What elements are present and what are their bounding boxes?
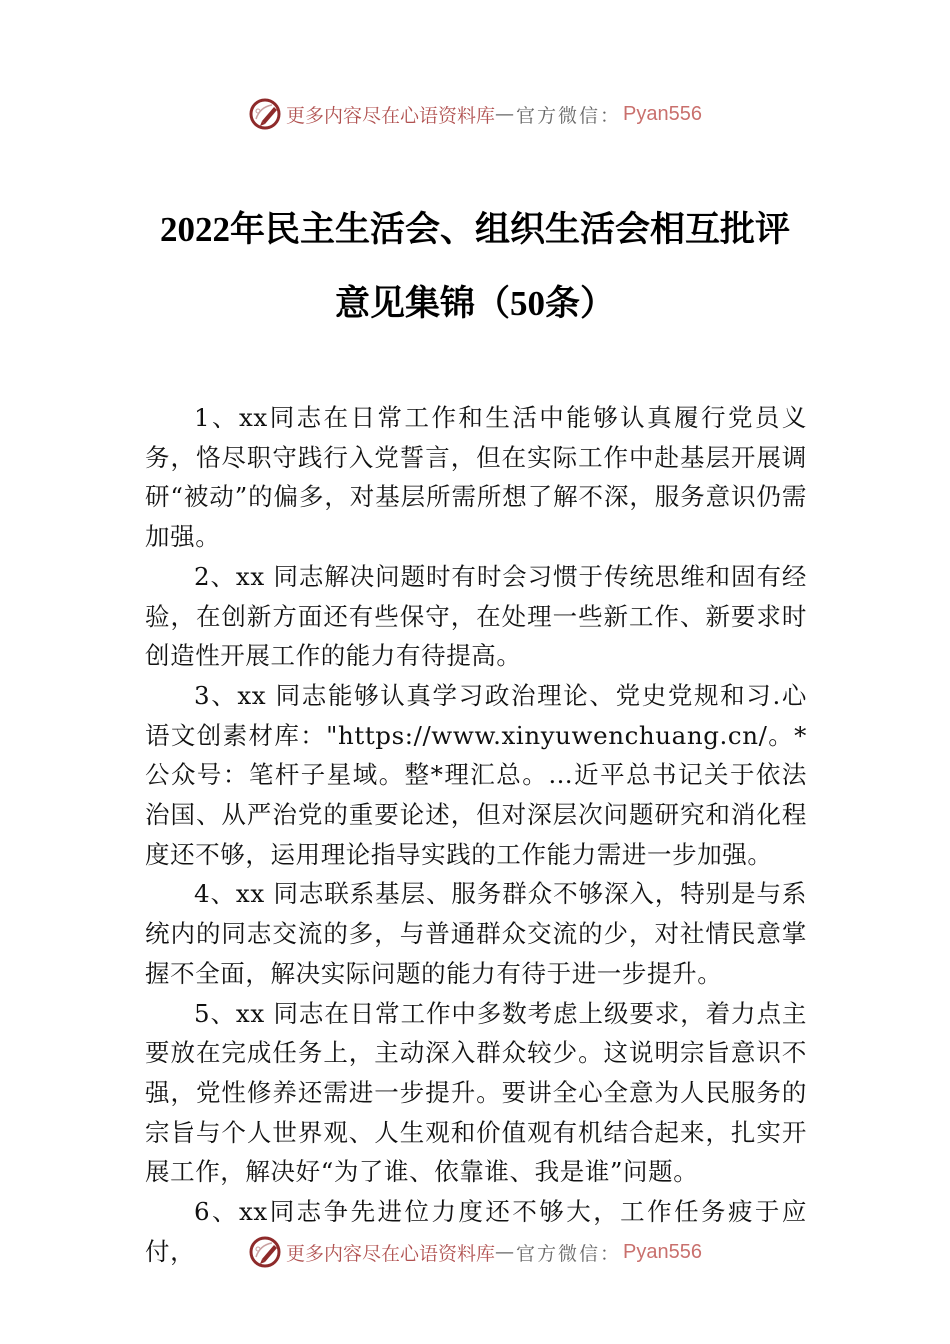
watermark-source-text: 更多内容尽在心语资料库 [286, 1242, 496, 1265]
header-watermark [0, 94, 950, 134]
paragraph-4: 4、xx 同志联系基层、服务群众不够深入，特别是与系统内的同志交流的多，与普通群众交流的少，对社情民意掌握不全面，解决实际问题的能力有待于进一步提升。 [145, 879, 807, 988]
paragraph-1: 1、xx同志在日常工作和生活中能够认真履行党员义务，恪尽职守践行入党誓言，但在实际工作中赴基层开展调研“被动”的偏多，对基层所需所想了解不深，服务意识仍需加强。 [145, 403, 807, 552]
watermark-source-text: 更多内容尽在心语资料库 [286, 104, 496, 127]
pen-nib-logo-icon [248, 97, 282, 131]
watermark-separator: — [495, 103, 517, 125]
watermark-separator: — [495, 1241, 517, 1263]
paragraph-5: 5、xx 同志在日常工作中多数考虑上级要求，着力点主要放在完成任务上，主动深入群众较少。这说明宗旨意识不强，党性修养还需进一步提升。要讲全心全意为人民服务的宗旨与个人世界观、人生观和价值观有机结合起来，扎实开展工作，解决好“为了谁、依靠谁、我是谁”问题。 [145, 998, 807, 1187]
paragraph-3: 3、xx 同志能够认真学习政治理论、党史党规和习.心语文创素材库："https://www.xinyuwenchuang.cn/。*公众号：笔杆子星域。整*理汇总。…近平总书记关于依法治国、从严治党的重要论述，但对深层次问题研究和消化程度还不够，运用理论指导实践的工作能力需进一步加强。 [145, 680, 807, 869]
footer-watermark [0, 1232, 950, 1272]
paragraph-2: 2、xx 同志解决问题时有时会习惯于传统思维和固有经验，在创新方面还有些保守，在处理一些新工作、新要求时创造性开展工作的能力有待提高。 [145, 561, 807, 671]
document-body [145, 398, 807, 1271]
watermark-wechat-id: Pyan556 [623, 102, 702, 125]
pen-nib-logo-icon [248, 1235, 282, 1269]
watermark-wechat-label: 官方微信： [516, 1242, 622, 1265]
paragraph-6: 6、xx同志争先进位力度还不够大，工作任务疲于应付， [145, 1197, 807, 1266]
document-title-line-1: 2022年民主生活会、组织生活会相互批评 [159, 210, 790, 249]
watermark-wechat-label: 官方微信： [516, 104, 622, 127]
watermark-wechat-id: Pyan556 [623, 1240, 702, 1263]
document-title-line-2: 意见集锦（50条） [334, 284, 615, 323]
